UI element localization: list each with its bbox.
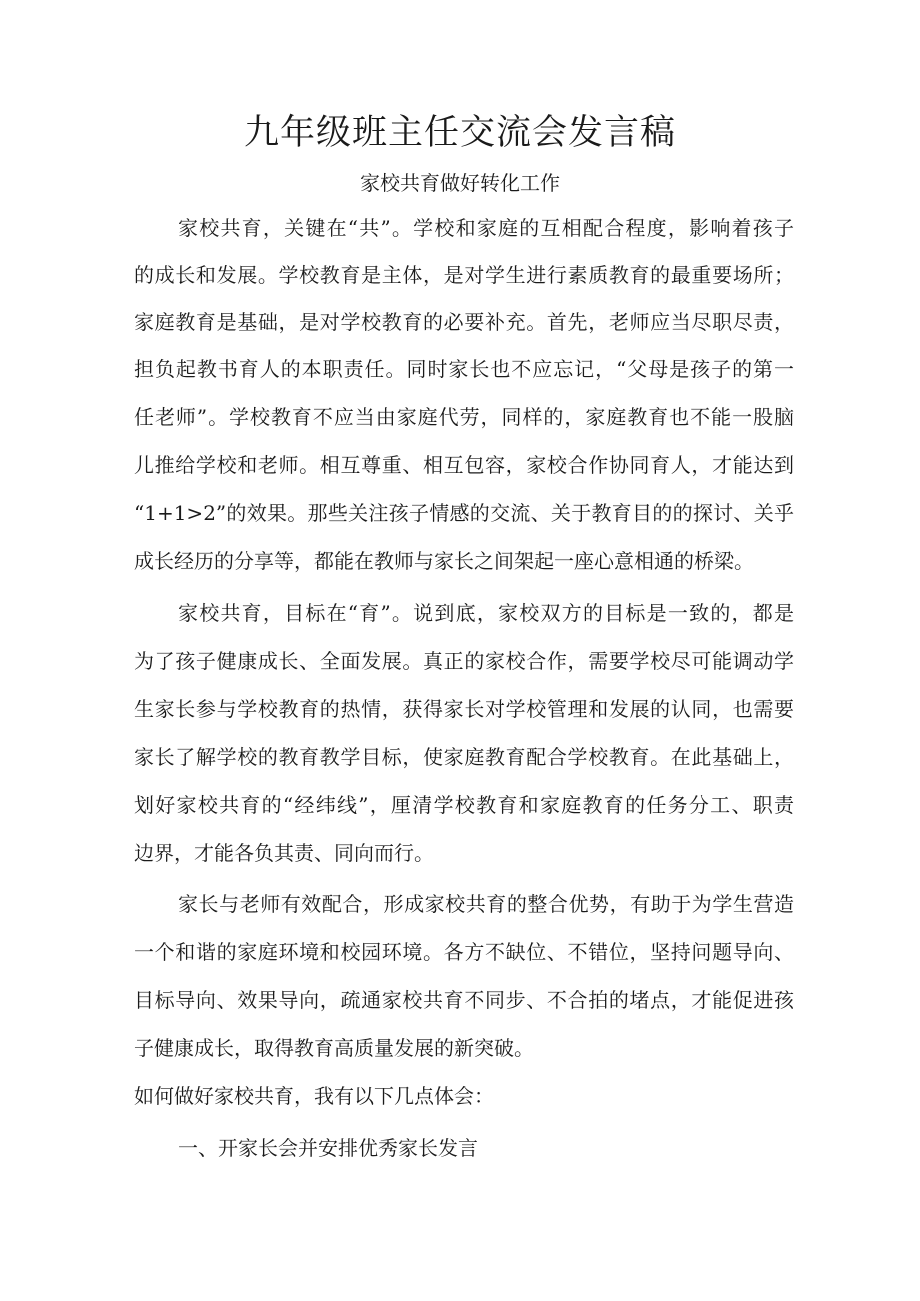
paragraph-line: 家长了解学校的教育教学目标，使家庭教育配合学校教育。在此基础上，	[134, 745, 794, 769]
paragraph-line: 的成长和发展。学校教育是主体，是对学生进行素质教育的最重要场所；	[134, 263, 794, 287]
paragraph-line: 划好家校共育的“经纬线”，厘清学校教育和家庭教育的任务分工、职责	[134, 793, 794, 817]
paragraph-line: 成长经历的分享等，都能在教师与家长之间架起一座心意相通的桥梁。	[134, 549, 754, 573]
section-heading: 一、开家长会并安排优秀家长发言	[178, 1136, 478, 1160]
paragraph-line: 担负起教书育人的本职责任。同时家长也不应忘记，“父母是孩子的第一	[134, 357, 794, 381]
paragraph-line: 边界，才能各负其责、同向而行。	[134, 841, 434, 865]
paragraph-line: 为了孩子健康成长、全面发展。真正的家校合作，需要学校尽可能调动学	[134, 649, 794, 673]
paragraph-line: “1+1>2”的效果。那些关注孩子情感的交流、关于教育目的的探讨、关乎	[134, 501, 794, 525]
paragraph-line: 子健康成长，取得教育高质量发展的新突破。	[134, 1036, 534, 1060]
paragraph-line: 家长与老师有效配合，形成家校共育的整合优势，有助于为学生营造	[178, 892, 794, 916]
paragraph-line: 家庭教育是基础，是对学校教育的必要补充。首先，老师应当尽职尽责，	[134, 310, 794, 334]
paragraph-line: 家校共育，目标在“育”。说到底，家校双方的目标是一致的，都是	[178, 601, 794, 625]
document-title: 九年级班主任交流会发言稿	[243, 113, 676, 153]
document-subtitle: 家校共育做好转化工作	[360, 171, 560, 195]
paragraph-line: 一个和谐的家庭环境和校园环境。各方不缺位、不错位，坚持问题导向、	[134, 940, 794, 964]
paragraph-line: 生家长参与学校教育的热情，获得家长对学校管理和发展的认同，也需要	[134, 697, 794, 721]
paragraph-line: 目标导向、效果导向，疏通家校共育不同步、不合拍的堵点，才能促进孩	[134, 988, 794, 1012]
paragraph-line: 家校共育，关键在“共”。学校和家庭的互相配合程度，影响着孩子	[178, 216, 794, 240]
paragraph-line: 任老师”。学校教育不应当由家庭代劳，同样的，家庭教育也不能一股脑	[134, 405, 794, 429]
paragraph-line: 儿推给学校和老师。相互尊重、相互包容，家校合作协同育人，才能达到	[134, 453, 794, 477]
paragraph-line: 如何做好家校共育，我有以下几点体会：	[134, 1084, 494, 1108]
